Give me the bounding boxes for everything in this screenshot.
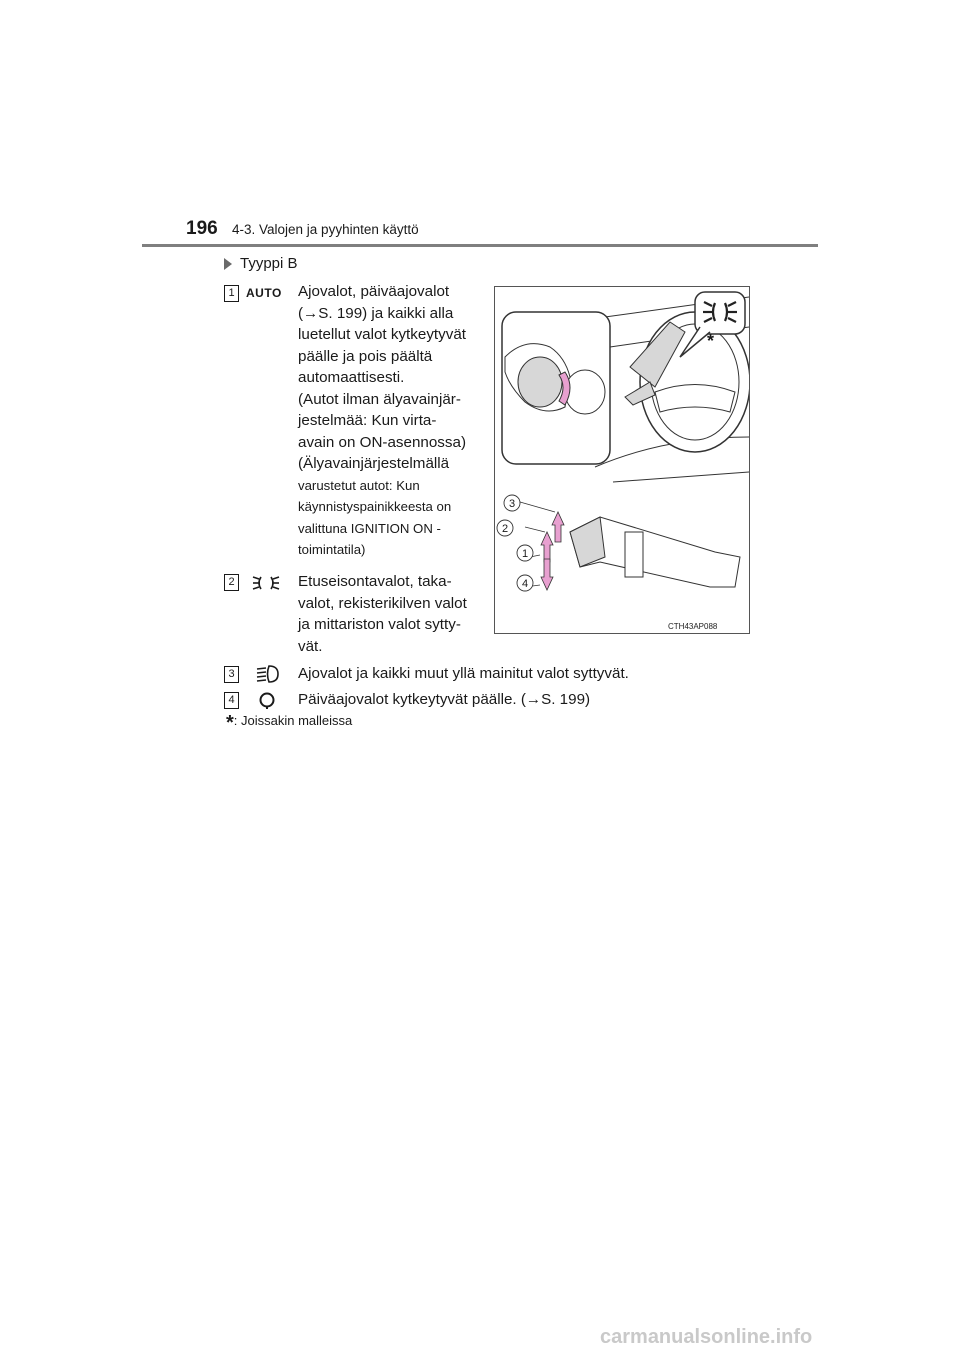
item-1-line: jestelmää: Kun virta- [298, 412, 437, 429]
item-2-description [298, 571, 480, 657]
item-1-small-line: valittuna IGNITION ON - [298, 520, 441, 536]
item-2-number: 2 [224, 574, 239, 591]
item-2-line: valot, rekisterikilven valot [298, 594, 467, 612]
item-1-description [298, 281, 480, 561]
callout-1: 1 [521, 548, 529, 560]
item-1-line: päälle ja pois päältä [298, 347, 433, 365]
section-title: 4-3. Valojen ja pyyhinten käyttö [232, 222, 419, 237]
drl-off-icon [256, 690, 278, 710]
item-3-text: Ajovalot ja kaikki muut yllä mainitut valot syttyvät. [298, 665, 629, 682]
item-2-line: vät. [298, 637, 323, 655]
item-1-line: luetellut valot kytkeytyvät [298, 326, 466, 343]
position-lamp-icon [248, 574, 284, 592]
arrow-down-icon [541, 559, 553, 590]
footnote [226, 712, 352, 735]
figure-code: CTH43AP088 [668, 622, 718, 631]
item-1-small-line: toimintatila) [298, 542, 366, 557]
light-switch-illustration [494, 286, 750, 634]
variant-label: Tyyppi B [240, 255, 298, 272]
auto-symbol: AUTO [246, 286, 282, 300]
item-1-line: (→S. 199) ja kaikki alla [298, 304, 454, 322]
item-1-small-line: varustetut autot: Kun [298, 477, 420, 493]
arrow-up-icon [541, 532, 553, 562]
item-1-small-line: käynnistyspainikkeesta on [298, 499, 452, 514]
headlight-icon [254, 664, 280, 684]
item-1-line: Ajovalot, päiväajovalot [298, 283, 450, 300]
callout-2: 2 [501, 523, 509, 535]
illustration-drawing [495, 287, 749, 633]
item-1-line: automaattisesti. [298, 369, 405, 386]
figure-asterisk: * [707, 331, 715, 351]
item-1-line: (Älyavainjärjestelmällä [298, 455, 450, 472]
arrow-up-icon [552, 512, 564, 542]
item-2-line: Etuseisontavalot, taka- [298, 573, 452, 590]
item-4-text: Päiväajovalot kytkeytyvät päälle. (→S. 199) [298, 691, 591, 708]
variant-heading [224, 255, 298, 272]
watermark: carmanualsonline.info [600, 1326, 813, 1348]
item-2-line: ja mittariston valot sytty- [298, 616, 461, 633]
item-1-line: (Autot ilman älyavainjär- [298, 390, 461, 408]
footnote-marker: * [226, 712, 234, 734]
triangle-bullet-icon [224, 258, 232, 270]
page-number: 196 [186, 218, 218, 239]
callout-3: 3 [508, 498, 516, 510]
item-4-number: 4 [224, 692, 239, 709]
header-divider [142, 244, 818, 247]
item-1-number: 1 [224, 285, 239, 302]
footnote-text: : Joissakin malleissa [233, 713, 353, 728]
callout-4: 4 [521, 578, 529, 590]
item-3-number: 3 [224, 666, 239, 683]
item-1-line: avain on ON-asennossa) [298, 433, 466, 451]
